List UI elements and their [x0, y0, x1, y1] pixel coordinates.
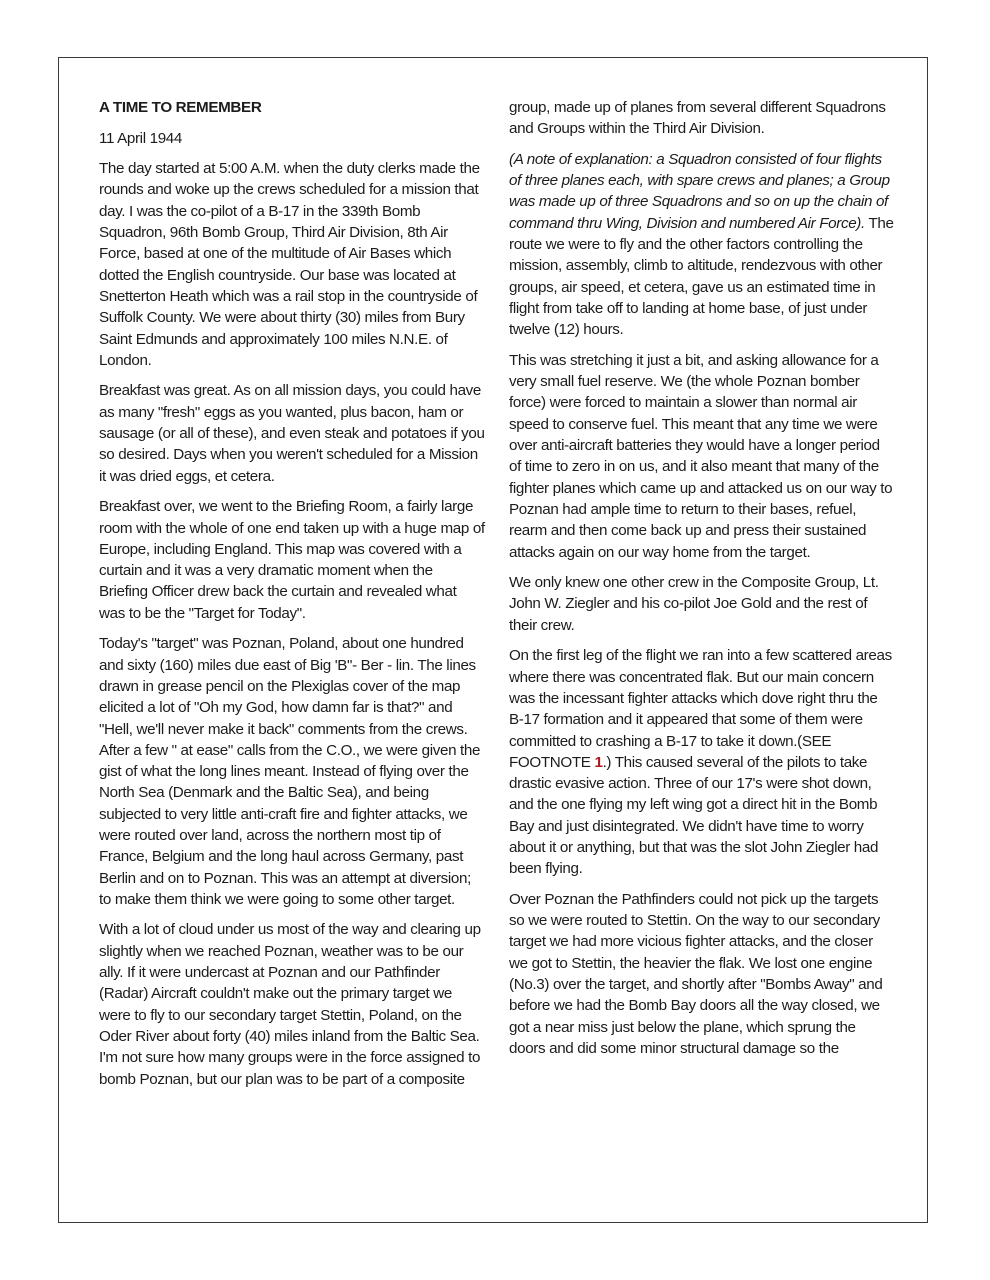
document-date: 11 April 1944 — [99, 129, 182, 147]
paragraph — [509, 149, 895, 341]
footnote-reference[interactable]: 1 — [594, 753, 603, 771]
paragraph: Today's "target" was Poznan, Poland, about one hundred and sixty (160) miles due east of Big 'B"- Ber - lin. The lines drawn in grease pencil on the Plexiglas cover of the map elicited a lot of "Oh my God, how damn far is that?" and "Hell, we'll never make it back" comments from the crews. After a few " at ease" calls from the C.O., we were given the gist of what the long lines meant. Instead of flying over the North Sea (Denmark and the Baltic Sea), and being subjected to very little anti-craft fire and fighter attacks, we were routed over land, across the northern most tip of France, Belgium and the long haul across Germany, past Berlin and on to Poznan. This was an attempt at diversion; to make them think we were going to some other target. — [99, 635, 481, 908]
paragraph-text: .) This caused several of the pilots to take drastic evasive action. Three of our 17's were shot down, and the one flying my left wing got a direct hit in the Bomb Bay and just disintegrated. We didn't have time to worry about it or anything, but that was the slot John Ziegler had been flying. — [509, 753, 879, 878]
paragraph: We only knew one other crew in the Composite Group, Lt. John W. Ziegler and his co-pilot Joe Gold and the rest of their crew. — [509, 574, 879, 634]
paragraph: This was stretching it just a bit, and asking allowance for a very small fuel reserve. We (the whole Poznan bomber force) were forced to maintain a slower than normal air speed to conserve fuel. This meant that any time we were over anti-aircraft batteries they would have a longer period of time to zero in on us, and it also meant that many of the fighter planes which came up and attacked us on our way to Poznan had ample time to return to their bases, refuel, rearm and then come back up and press their sustained attacks again on our way home from the target. — [509, 351, 893, 561]
paragraph: group, made up of planes from several different Squadrons and Groups within the Third Air Division. — [509, 99, 886, 138]
left-column — [99, 97, 485, 1099]
right-column — [509, 97, 895, 1069]
paragraph-text: The route we were to fly and the other factors controlling the mission, assembly, climb to altitude, rendezvous with other groups, air speed, et cetera, gave us an estimated time in flight from take off to landing at home base, of just under twelve (12) hours. — [509, 214, 894, 339]
paragraph-text: On the first leg of the flight we ran into a few scattered areas where there was concentrated flak. But our main concern was the incessant fighter attacks which dove right thru the B-17 formation and it appeared that some of them were committed to crashing a B-17 to take it down.(SEE FOOTNOTE — [509, 647, 892, 771]
paragraph: With a lot of cloud under us most of the way and clearing up slightly when we reached Poznan, weather was to be our ally. If it were undercast at Poznan and our Pathfinder (Radar) Aircraft couldn't make out the primary target we were to fly to our secondary target Stettin, Poland, on the Oder River about forty (40) miles inland from the Baltic Sea. I'm not sure how many groups were in the force assigned to bomb Poznan, but our plan was to be part of a composite — [99, 921, 481, 1088]
paragraph: The day started at 5:00 A.M. when the duty clerks made the rounds and woke up the crews scheduled for a mission that day. I was the co-pilot of a B-17 in the 339th Bomb Squadron, 96th Bomb Group, Third Air Division, 8th Air Force, based at one of the multitude of Air Bases which dotted the English countryside. Our base was located at Snetterton Heath which was a rail stop in the countryside of Suffolk County. We were about thirty (30) miles from Bury Saint Edmunds and approximately 100 miles N.N.E. of London. — [99, 160, 480, 369]
paragraph — [509, 645, 895, 879]
paragraph: Breakfast over, we went to the Briefing Room, a fairly large room with the whole of one end taken up with a huge map of Europe, including England. This map was covered with a curtain and it was a very dramatic moment when the Briefing Officer drew back the curtain and revealed what was to be the "Target for Today". — [99, 498, 485, 622]
document-title: A TIME TO REMEMBER — [99, 99, 262, 116]
explanation-note: (A note of explanation: a Squadron consisted of four flights of three planes each, with spare crews and planes; a Group was made up of three Squadrons and so on up the chain of command thru Wing, Division and numbered Air Force). — [509, 150, 890, 232]
paragraph: Over Poznan the Pathfinders could not pick up the targets so we were routed to Stettin. On the way to our secondary target we had more vicious fighter attacks, and the closer we got to Stettin, the heavier the flak. We lost one engine (No.3) over the target, and shortly after "Bombs Away" and before we had the Bomb Bay doors all the way closed, we got a near miss just below the plane, which sprung the doors and did some minor structural damage so the — [509, 890, 883, 1057]
paragraph: Breakfast was great. As on all mission days, you could have as many "fresh" eggs as you wanted, plus bacon, ham or sausage (or all of these), and even steak and potatoes if you so desired. Days when you weren't scheduled for a Mission it was dried eggs, et cetera. — [99, 382, 485, 485]
